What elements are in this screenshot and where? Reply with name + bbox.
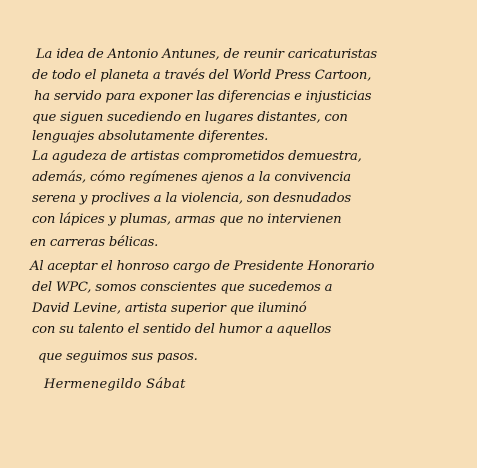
letter-line: La agudeza de artistas comprometidos demuestra,: [32, 149, 362, 164]
letter-line: Al aceptar el honroso cargo de Presidente Honorario: [30, 259, 375, 274]
letter-line: lenguajes absolutamente diferentes.: [32, 129, 269, 144]
letter-line: David Levine, artista superior que iluminó: [32, 301, 307, 316]
letter-line: La idea de Antonio Antunes, de reunir caricaturistas: [36, 47, 378, 62]
letter-line: que siguen sucediendo en lugares distantes, con: [32, 110, 348, 125]
letter-line: ha servido para exponer las diferencias e injusticias: [34, 89, 372, 104]
handwritten-letter: [30, 44, 460, 392]
letter-line: además, cómo regímenes ajenos a la convivencia: [32, 170, 351, 185]
signature: Hermenegildo Sábat: [44, 377, 186, 392]
letter-line: que seguimos sus pasos.: [38, 349, 198, 364]
letter-line: en carreras bélicas.: [30, 235, 159, 250]
letter-line: de todo el planeta a través del World Press Cartoon,: [32, 68, 372, 83]
letter-line: con lápices y plumas, armas que no intervienen: [32, 212, 342, 227]
letter-line: con su talento el sentido del humor a aquellos: [32, 322, 332, 337]
letter-line: serena y proclives a la violencia, son desnudados: [32, 191, 351, 206]
letter-line: del WPC, somos conscientes que sucedemos a: [32, 280, 333, 295]
